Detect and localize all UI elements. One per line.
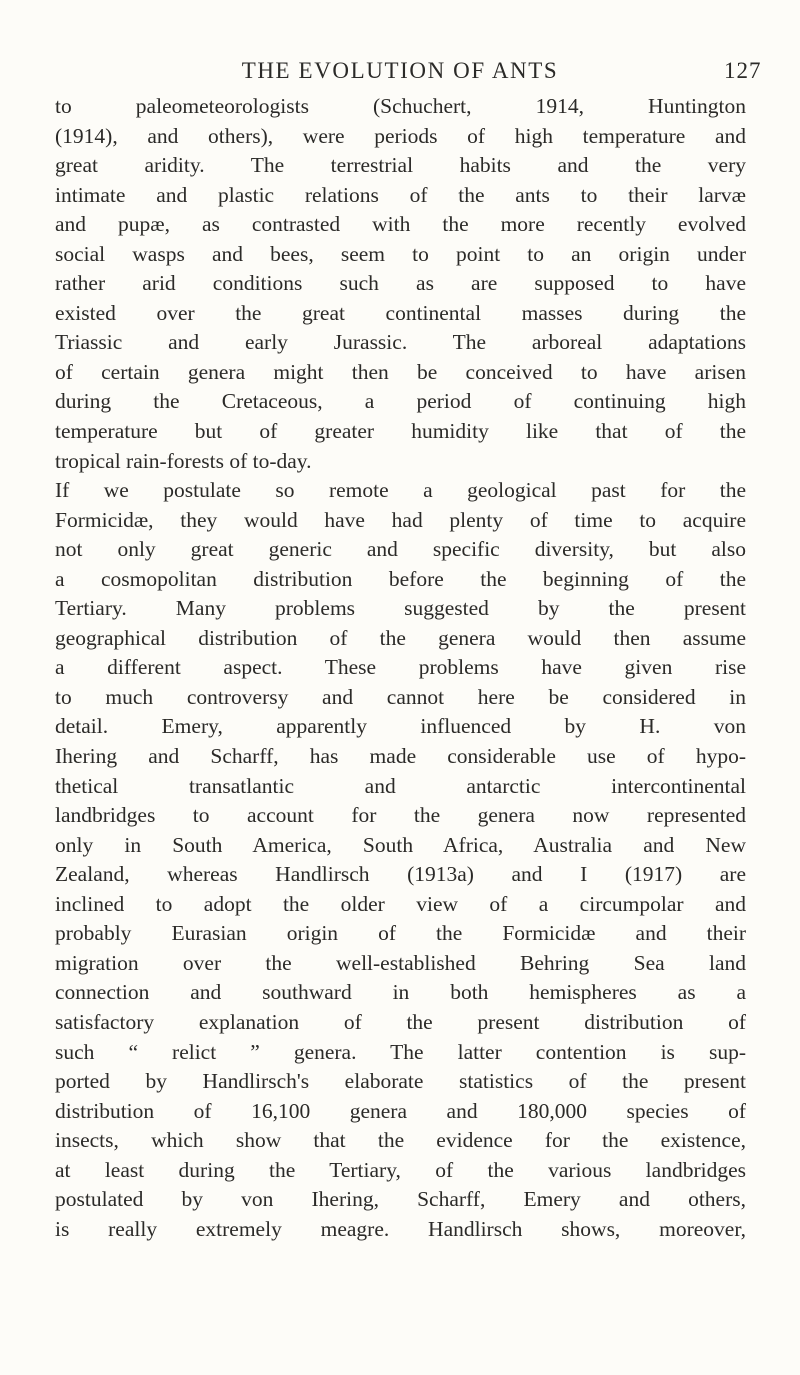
text-line: not only great generic and specific diversity, but also <box>55 537 746 562</box>
text-line: temperature but of greater humidity like that of the <box>55 419 746 444</box>
text-line: Zealand, whereas Handlirsch (1913a) and I (1917) are <box>55 862 746 887</box>
text-line: to paleometeorologists (Schuchert, 1914, Huntington <box>55 94 746 118</box>
text-line: only in South America, South Africa, Australia and New <box>55 832 746 857</box>
text-line: rather arid conditions such as are supposed to have <box>55 271 746 296</box>
running-title: THE EVOLUTION OF ANTS <box>241 58 559 83</box>
text-line: inclined to adopt the older view of a circumpolar and <box>55 891 746 916</box>
text-line: connection and southward in both hemispheres as a <box>55 980 746 1005</box>
text-line: Ihering and Scharff, has made considerable use of hypo- <box>55 744 746 769</box>
text-line: migration over the well-established Behring Sea land <box>55 950 746 975</box>
paragraph-first-line: If we postulate so remote a geological past for the <box>55 478 746 503</box>
text-line: to much controversy and cannot here be considered in <box>55 684 746 709</box>
text-line: postulated by von Ihering, Scharff, Emery and others, <box>55 1187 746 1212</box>
text-line: ported by Handlirsch's elaborate statistics of the present <box>55 1069 746 1094</box>
text-line: probably Eurasian origin of the Formicidæ and their <box>55 921 746 946</box>
page-number: 127 <box>724 58 762 83</box>
text-line: insects, which show that the evidence for the existence, <box>55 1128 746 1153</box>
running-head <box>0 56 800 90</box>
text-line: detail. Emery, apparently influenced by H. von <box>55 714 746 739</box>
text-line: landbridges to account for the genera now represented <box>55 803 746 828</box>
paragraph-last-line: tropical rain-forests of to-day. <box>55 448 312 473</box>
text-line: intimate and plastic relations of the ants to their larvæ <box>55 182 746 207</box>
body-text <box>55 92 746 1244</box>
text-line: and pupæ, as contrasted with the more recently evolved <box>55 212 746 237</box>
text-line: Tertiary. Many problems suggested by the present <box>55 596 746 621</box>
text-line: great aridity. The terrestrial habits and the very <box>55 153 746 178</box>
text-line: geographical distribution of the genera would then assume <box>55 625 746 650</box>
text-line: distribution of 16,100 genera and 180,000 species of <box>55 1098 746 1123</box>
text-line: a different aspect. These problems have given rise <box>55 655 746 680</box>
text-line: is really extremely meagre. Handlirsch shows, moreover, <box>55 1216 746 1241</box>
text-line: Formicidæ, they would have had plenty of time to acquire <box>55 507 746 532</box>
text-line: social wasps and bees, seem to point to an origin under <box>55 241 746 266</box>
text-line: satisfactory explanation of the present distribution of <box>55 1009 746 1034</box>
text-line: at least during the Tertiary, of the various landbridges <box>55 1157 746 1182</box>
text-line: Triassic and early Jurassic. The arboreal adaptations <box>55 330 746 355</box>
text-line: during the Cretaceous, a period of continuing high <box>55 389 746 414</box>
text-line: such “ relict ” genera. The latter contention is sup- <box>55 1039 746 1064</box>
text-line: a cosmopolitan distribution before the beginning of the <box>55 566 746 591</box>
text-line: thetical transatlantic and antarctic intercontinental <box>55 773 746 798</box>
text-line: of certain genera might then be conceived to have arisen <box>55 359 746 384</box>
text-line: (1914), and others), were periods of high temperature and <box>55 123 746 148</box>
text-line: existed over the great continental masses during the <box>55 300 746 325</box>
